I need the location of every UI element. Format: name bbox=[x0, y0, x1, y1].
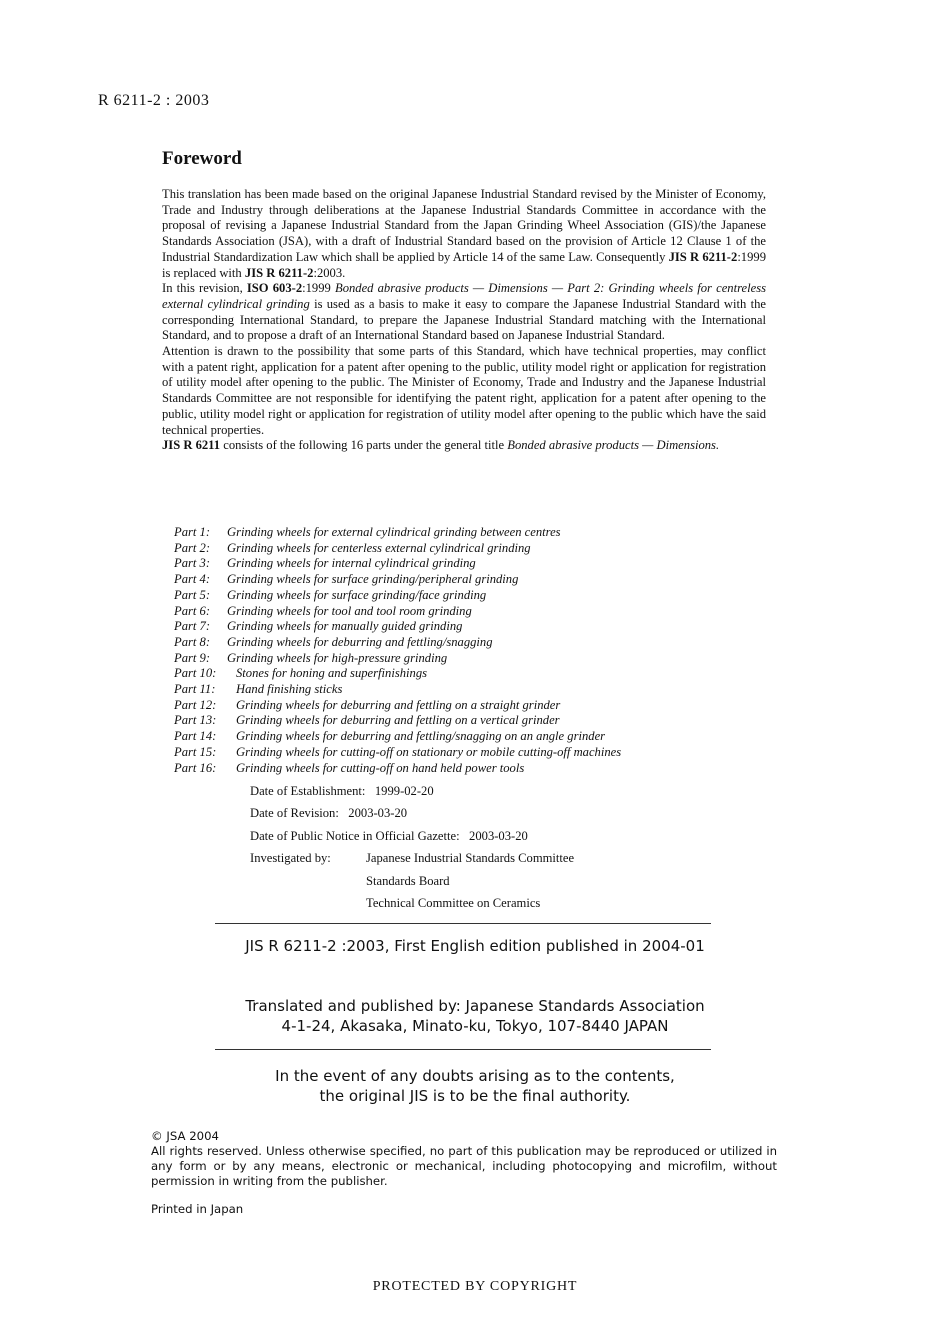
part-label: Part 6: bbox=[174, 603, 211, 618]
p1-std-new: JIS R 6211-2 bbox=[244, 265, 314, 280]
publisher-line: Translated and published by: Japanese Standards Association bbox=[245, 997, 705, 1015]
foreword-body bbox=[162, 187, 766, 454]
part-label: Part 15: bbox=[174, 744, 217, 759]
document-id: R 6211-2 : 2003 bbox=[98, 92, 210, 109]
p1-std-old: JIS R 6211-2 bbox=[668, 249, 738, 264]
part-label: Part 1: bbox=[174, 525, 211, 539]
authority-line: the original JIS is to be the final authority. bbox=[319, 1086, 631, 1105]
part-label: Part 10: bbox=[174, 666, 217, 681]
part-title: Stones for honing and superfinishings bbox=[236, 666, 428, 681]
publisher-block bbox=[0, 997, 950, 1036]
list-item bbox=[174, 604, 621, 620]
foreword-paragraph-1 bbox=[162, 187, 766, 281]
list-item bbox=[174, 745, 621, 761]
part-title: Grinding wheels for deburring and fettling on a vertical grinder bbox=[236, 713, 560, 728]
p2-iso-year: :1999 bbox=[302, 281, 335, 296]
part-title: Grinding wheels for cutting-off on hand held power tools bbox=[236, 760, 525, 775]
part-title: Grinding wheels for manually guided grinding bbox=[227, 619, 463, 634]
part-title: Grinding wheels for surface grinding/face grinding bbox=[227, 587, 487, 602]
public-notice-date bbox=[250, 828, 574, 850]
dates-block bbox=[250, 783, 574, 917]
establishment-label: Date of Establishment: bbox=[250, 784, 366, 798]
copyright-footer: PROTECTED BY COPYRIGHT bbox=[372, 1279, 578, 1294]
list-item bbox=[174, 666, 621, 682]
part-label: Part 14: bbox=[174, 729, 217, 744]
notice-label: Date of Public Notice in Official Gazette: bbox=[250, 828, 460, 843]
p2-rest: is used as a basis to make it easy to compare the Japanese Industrial Standard with the corresponding International Standard, to prepare the Japanese Industrial Standard matching with the International Standard, and to propose a draft of an International Standard based on Japanese Industrial Standard. bbox=[162, 296, 766, 343]
list-item bbox=[174, 729, 621, 745]
list-item bbox=[174, 635, 621, 651]
part-title: Grinding wheels for external cylindrical grinding between centres bbox=[227, 525, 561, 539]
p4-text: consists of the following 16 parts under the general title bbox=[220, 438, 508, 453]
copyright-text: All rights reserved. Unless otherwise specified, no part of this publication may be reproduced or utilized in any form or by any means, electronic or mechanical, including photocopying and microfilm, without permission in writing from the publisher. bbox=[151, 1144, 777, 1188]
authority-line: In the event of any doubts arising as to the contents, bbox=[275, 1067, 675, 1085]
investigated-line: Technical Committee on Ceramics bbox=[366, 895, 541, 910]
part-label: Part 2: bbox=[174, 540, 211, 555]
p1-text: This translation has been made based on the original Japanese Industrial Standard revised by the Minister of Economy, Trade and Industry through deliberations at the Japanese Industrial Standards Committee in accordance with the proposal of revising a Japanese Industrial Standard from the Japan Grinding Wheel Association (GIS)/the Japanese Standards Association (JSA), with a draft of Industrial Standard based on the provision of Article 12 Clause 1 of the Industrial Standardization Law which shall be applied by Article 14 of the same Law. Consequently bbox=[162, 187, 766, 264]
investigated-label: Investigated by: bbox=[250, 851, 331, 866]
establishment-date bbox=[250, 783, 574, 805]
part-label: Part 11: bbox=[174, 682, 216, 697]
investigated-line: Japanese Industrial Standards Committee bbox=[366, 851, 575, 866]
part-label: Part 8: bbox=[174, 634, 211, 649]
part-title: Grinding wheels for deburring and fettling/snagging bbox=[227, 634, 493, 649]
list-item bbox=[174, 698, 621, 714]
part-label: Part 9: bbox=[174, 650, 211, 665]
printed-in: Printed in Japan bbox=[151, 1202, 244, 1216]
p2-lead: In this revision, bbox=[162, 281, 247, 296]
investigated-by bbox=[250, 850, 574, 872]
part-title: Grinding wheels for internal cylindrical grinding bbox=[227, 556, 476, 571]
list-item bbox=[174, 572, 621, 588]
part-title: Grinding wheels for centerless external cylindrical grinding bbox=[227, 540, 531, 555]
list-item bbox=[174, 556, 621, 572]
part-label: Part 3: bbox=[174, 556, 211, 571]
divider bbox=[215, 1049, 711, 1050]
notice-value: 2003-03-20 bbox=[469, 828, 528, 843]
part-label: Part 5: bbox=[174, 587, 211, 602]
investigated-line: Standards Board bbox=[366, 873, 450, 888]
list-item bbox=[174, 713, 621, 729]
edition-line: JIS R 6211-2 :2003, First English edition published in 2004-01 bbox=[245, 937, 705, 955]
part-label: Part 13: bbox=[174, 713, 217, 728]
part-title: Grinding wheels for cutting-off on stationary or mobile cutting-off machines bbox=[236, 744, 622, 759]
part-label: Part 7: bbox=[174, 619, 211, 634]
authority-notice bbox=[0, 1067, 950, 1106]
list-item bbox=[174, 525, 621, 541]
list-item bbox=[174, 541, 621, 557]
p4-std: JIS R 6211 bbox=[162, 438, 221, 453]
revision-value: 2003-03-20 bbox=[348, 806, 408, 821]
part-title: Grinding wheels for tool and tool room grinding bbox=[227, 603, 472, 618]
p2-iso-title: Bonded abrasive products — Dimensions — Part 2: Grinding wheels for centreless external cylindrical grinding bbox=[162, 281, 767, 311]
part-label: Part 12: bbox=[174, 697, 217, 712]
establishment-value: 1999-02-20 bbox=[374, 784, 434, 798]
p4-title: Bonded abrasive products — Dimensions. bbox=[507, 438, 720, 453]
parts-list bbox=[174, 525, 621, 776]
part-title: Grinding wheels for deburring and fettling/snagging on an angle grinder bbox=[236, 729, 606, 744]
part-title: Hand finishing sticks bbox=[236, 682, 343, 697]
p1-mid: :1999 is replaced with bbox=[162, 249, 766, 280]
part-label: Part 16: bbox=[174, 760, 217, 775]
foreword-paragraph-4 bbox=[162, 438, 766, 454]
revision-label: Date of Revision: bbox=[250, 806, 339, 821]
list-item bbox=[174, 619, 621, 635]
part-title: Grinding wheels for deburring and fettling on a straight grinder bbox=[236, 697, 561, 712]
p2-iso: ISO 603-2 bbox=[246, 281, 303, 296]
part-title: Grinding wheels for high-pressure grinding bbox=[227, 650, 448, 665]
copyright-notice: © JSA 2004 bbox=[151, 1129, 219, 1143]
page-title: Foreword bbox=[162, 148, 242, 169]
publisher-address: 4-1-24, Akasaka, Minato-ku, Tokyo, 107-8440 JAPAN bbox=[281, 1016, 669, 1035]
list-item bbox=[174, 761, 621, 777]
copyright-block bbox=[151, 1129, 777, 1189]
divider bbox=[215, 923, 711, 924]
list-item bbox=[174, 651, 621, 667]
revision-date bbox=[250, 805, 574, 827]
part-label: Part 4: bbox=[174, 572, 211, 587]
foreword-paragraph-3: Attention is drawn to the possibility that some parts of this Standard, which have technical properties, may conflict with a patent right, application for a patent after opening to the public, utility model right or application for registration of utility model after opening to the public. The Minister of Economy, Trade and Industry and the Japanese Industrial Standards Committee are not responsible for identifying the patent right, application for a patent after opening to the public, utility model right or application for registration of utility model after opening to the public which have the said technical properties. bbox=[162, 344, 766, 437]
list-item bbox=[174, 588, 621, 604]
p1-end: :2003. bbox=[313, 265, 346, 280]
list-item bbox=[174, 682, 621, 698]
part-title: Grinding wheels for surface grinding/peripheral grinding bbox=[227, 572, 519, 587]
foreword-paragraph-2 bbox=[162, 281, 766, 344]
